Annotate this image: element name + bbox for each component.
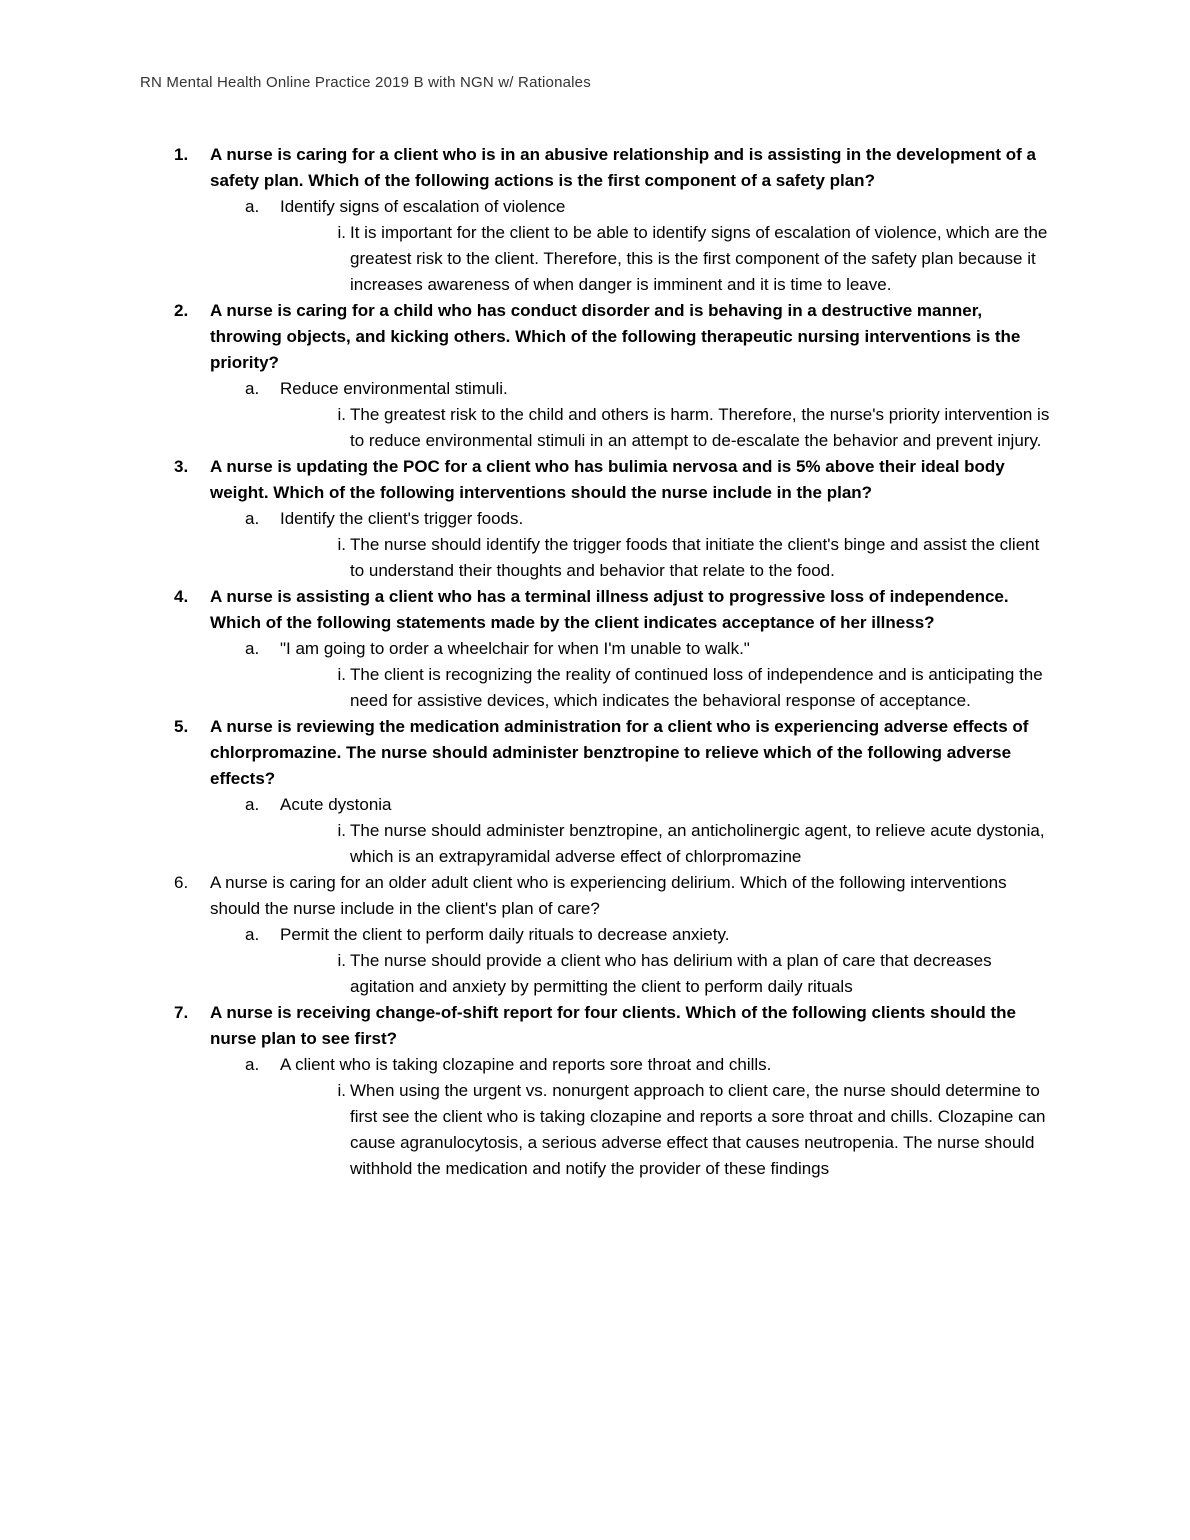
question-7 — [0, 1000, 1190, 1052]
answer-6 — [0, 922, 1190, 948]
rationale-2 — [0, 402, 1190, 454]
answer-label: a. — [245, 197, 260, 216]
question-4 — [0, 584, 1190, 636]
question-text: A nurse is caring for an older adult client who is experiencing delirium. Which of the following interventions should the nurse include in the client's plan of care? — [210, 873, 1007, 918]
answer-label: a. — [245, 795, 260, 814]
rationale-7 — [0, 1078, 1190, 1182]
question-number: 4. — [174, 587, 189, 606]
question-text: A nurse is caring for a child who has conduct disorder and is behaving in a destructive manner, throwing objects, and kicking others. Which of the following therapeutic nursing interventions is the priority? — [210, 301, 1021, 372]
rationale-text: The nurse should identify the trigger foods that initiate the client's binge and assist the client to understand their thoughts and behavior that relate to the food. — [350, 535, 1040, 580]
question-3 — [0, 454, 1190, 506]
rationale-label: i. — [337, 665, 346, 684]
answer-text: Reduce environmental stimuli. — [280, 379, 508, 398]
rationale-label: i. — [337, 405, 346, 424]
question-number: 3. — [174, 457, 189, 476]
answer-label: a. — [245, 925, 260, 944]
answer-label: a. — [245, 1055, 260, 1074]
question-number: 7. — [174, 1003, 189, 1022]
question-2 — [0, 298, 1190, 376]
answer-4 — [0, 636, 1190, 662]
answer-label: a. — [245, 379, 260, 398]
rationale-label: i. — [337, 223, 346, 242]
answer-2 — [0, 376, 1190, 402]
answer-text: Permit the client to perform daily rituals to decrease anxiety. — [280, 925, 730, 944]
rationale-label: i. — [337, 535, 346, 554]
answer-5 — [0, 792, 1190, 818]
rationale-label: i. — [337, 1081, 346, 1100]
rationale-4 — [0, 662, 1190, 714]
question-number: 1. — [174, 145, 189, 164]
answer-text: Identify signs of escalation of violence — [280, 197, 566, 216]
question-number: 2. — [174, 301, 189, 320]
rationale-label: i. — [337, 951, 346, 970]
rationale-text: When using the urgent vs. nonurgent approach to client care, the nurse should determine to first see the client who is taking clozapine and reports a sore throat and chills. Clozapine can cause agranulocytosis, a serious adverse effect that causes neutropenia. The nurse should withhold the medication and notify the provider of these findings — [350, 1081, 1046, 1178]
rationale-text: The nurse should provide a client who has delirium with a plan of care that decreases agitation and anxiety by permitting the client to perform daily rituals — [350, 951, 992, 996]
question-text: A nurse is reviewing the medication administration for a client who is experiencing adverse effects of chlorpromazine. The nurse should administer benztropine to relieve which of the following adverse effects? — [210, 717, 1029, 788]
rationale-1 — [0, 220, 1190, 298]
rationale-text: It is important for the client to be able to identify signs of escalation of violence, which are the greatest risk to the client. Therefore, this is the first component of the safety plan because it increases awareness of when danger is imminent and it is time to leave. — [350, 223, 1048, 294]
answer-text: Identify the client's trigger foods. — [280, 509, 524, 528]
answer-3 — [0, 506, 1190, 532]
answer-text: Acute dystonia — [280, 795, 392, 814]
rationale-6 — [0, 948, 1190, 1000]
question-number: 6. — [174, 873, 189, 892]
question-text: A nurse is assisting a client who has a terminal illness adjust to progressive loss of independence. Which of the following statements made by the client indicates acceptance of her illness? — [210, 587, 1009, 632]
question-list — [0, 142, 1190, 1182]
rationale-text: The nurse should administer benztropine, an anticholinergic agent, to relieve acute dystonia, which is an extrapyramidal adverse effect of chlorpromazine — [350, 821, 1045, 866]
question-number: 5. — [174, 717, 189, 736]
question-text: A nurse is caring for a client who is in an abusive relationship and is assisting in the development of a safety plan. Which of the following actions is the first component of a safety plan? — [210, 145, 1036, 190]
rationale-label: i. — [337, 821, 346, 840]
rationale-5 — [0, 818, 1190, 870]
page-header: RN Mental Health Online Practice 2019 B with NGN w/ Rationales — [140, 74, 591, 91]
question-1 — [0, 142, 1190, 194]
question-6 — [0, 870, 1190, 922]
answer-1 — [0, 194, 1190, 220]
answer-label: a. — [245, 509, 260, 528]
question-text: A nurse is updating the POC for a client who has bulimia nervosa and is 5% above their ideal body weight. Which of the following interventions should the nurse include in the plan? — [210, 457, 1005, 502]
rationale-text: The client is recognizing the reality of continued loss of independence and is anticipating the need for assistive devices, which indicates the behavioral response of acceptance. — [350, 665, 1043, 710]
answer-label: a. — [245, 639, 260, 658]
rationale-text: The greatest risk to the child and others is harm. Therefore, the nurse's priority intervention is to reduce environmental stimuli in an attempt to de-escalate the behavior and prevent injury. — [350, 405, 1050, 450]
rationale-3 — [0, 532, 1190, 584]
answer-7 — [0, 1052, 1190, 1078]
question-text: A nurse is receiving change-of-shift report for four clients. Which of the following clients should the nurse plan to see first? — [210, 1003, 1016, 1048]
question-5 — [0, 714, 1190, 792]
answer-text: A client who is taking clozapine and reports sore throat and chills. — [280, 1055, 772, 1074]
answer-text: "I am going to order a wheelchair for when I'm unable to walk." — [280, 639, 750, 658]
